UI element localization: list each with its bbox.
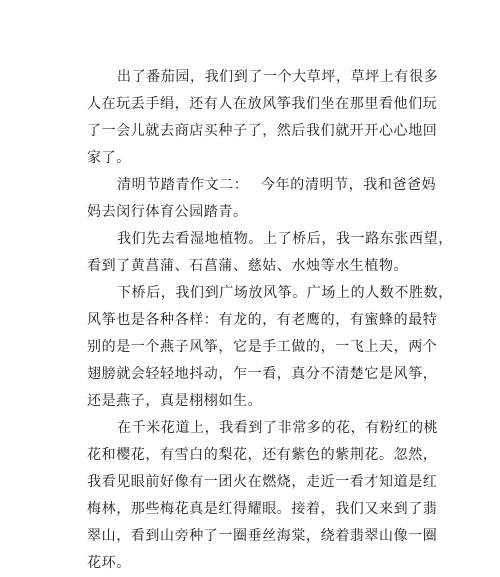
paragraph-tomato-garden — [87, 64, 439, 172]
document-page — [87, 64, 453, 577]
text-line: 清明节踏青作文二： 今年的清明节，我和爸爸妈 — [117, 177, 437, 193]
text-line: 花和樱花，有雪白的梨花，还有紫色的紫荆花。忽然， — [87, 447, 438, 463]
text-line: 了一会儿就去商店买种子了，然后我们就开开心心地回 — [87, 123, 438, 139]
text-line: 妈去闵行体育公园踏青。 — [87, 204, 248, 220]
text-line: 还是燕子，真是栩栩如生。 — [87, 393, 263, 409]
text-line: 我们先去看湿地植物。上了桥后，我一路东张西望， — [117, 231, 453, 247]
paragraph-essay-two-intro — [87, 172, 437, 226]
text-line: 在千米花道上，我看到了非常多的花，有粉红的桃 — [117, 420, 439, 436]
text-line: 我看见眼前好像有一团火在燃烧，走近一看才知道是红 — [87, 474, 438, 490]
paragraph-flower-path — [87, 415, 439, 577]
text-line: 人在玩丢手绢，还有人在放风筝我们坐在那里看他们玩 — [87, 96, 438, 112]
text-line: 看到了黄菖蒲、石菖蒲、慈姑、水烛等水生植物。 — [87, 258, 409, 274]
text-line: 翠山，看到山旁种了一圈垂丝海棠，绕着翡翠山像一圈 — [87, 528, 438, 544]
text-line: 花环。 — [87, 555, 131, 571]
paragraph-wetland-plants — [87, 226, 453, 280]
text-line: 下桥后，我们到广场放风筝。广场上的人数不胜数， — [117, 285, 453, 301]
text-line: 别的是一个燕子风筝，它是手工做的，一飞上天，两个 — [87, 339, 438, 355]
text-line: 翅膀就会轻轻地抖动，乍一看，真分不清楚它是风筝， — [87, 366, 438, 382]
text-line: 风筝也是各种各样：有龙的，有老鹰的，有蜜蜂的最特 — [87, 312, 438, 328]
paragraph-kites — [87, 280, 453, 415]
text-line: 梅林，那些梅花真是红得耀眼。接着，我们又来到了翡 — [87, 501, 438, 517]
text-line: 出了番茄园，我们到了一个大草坪，草坪上有很多 — [117, 69, 439, 85]
text-line: 家了。 — [87, 150, 131, 166]
